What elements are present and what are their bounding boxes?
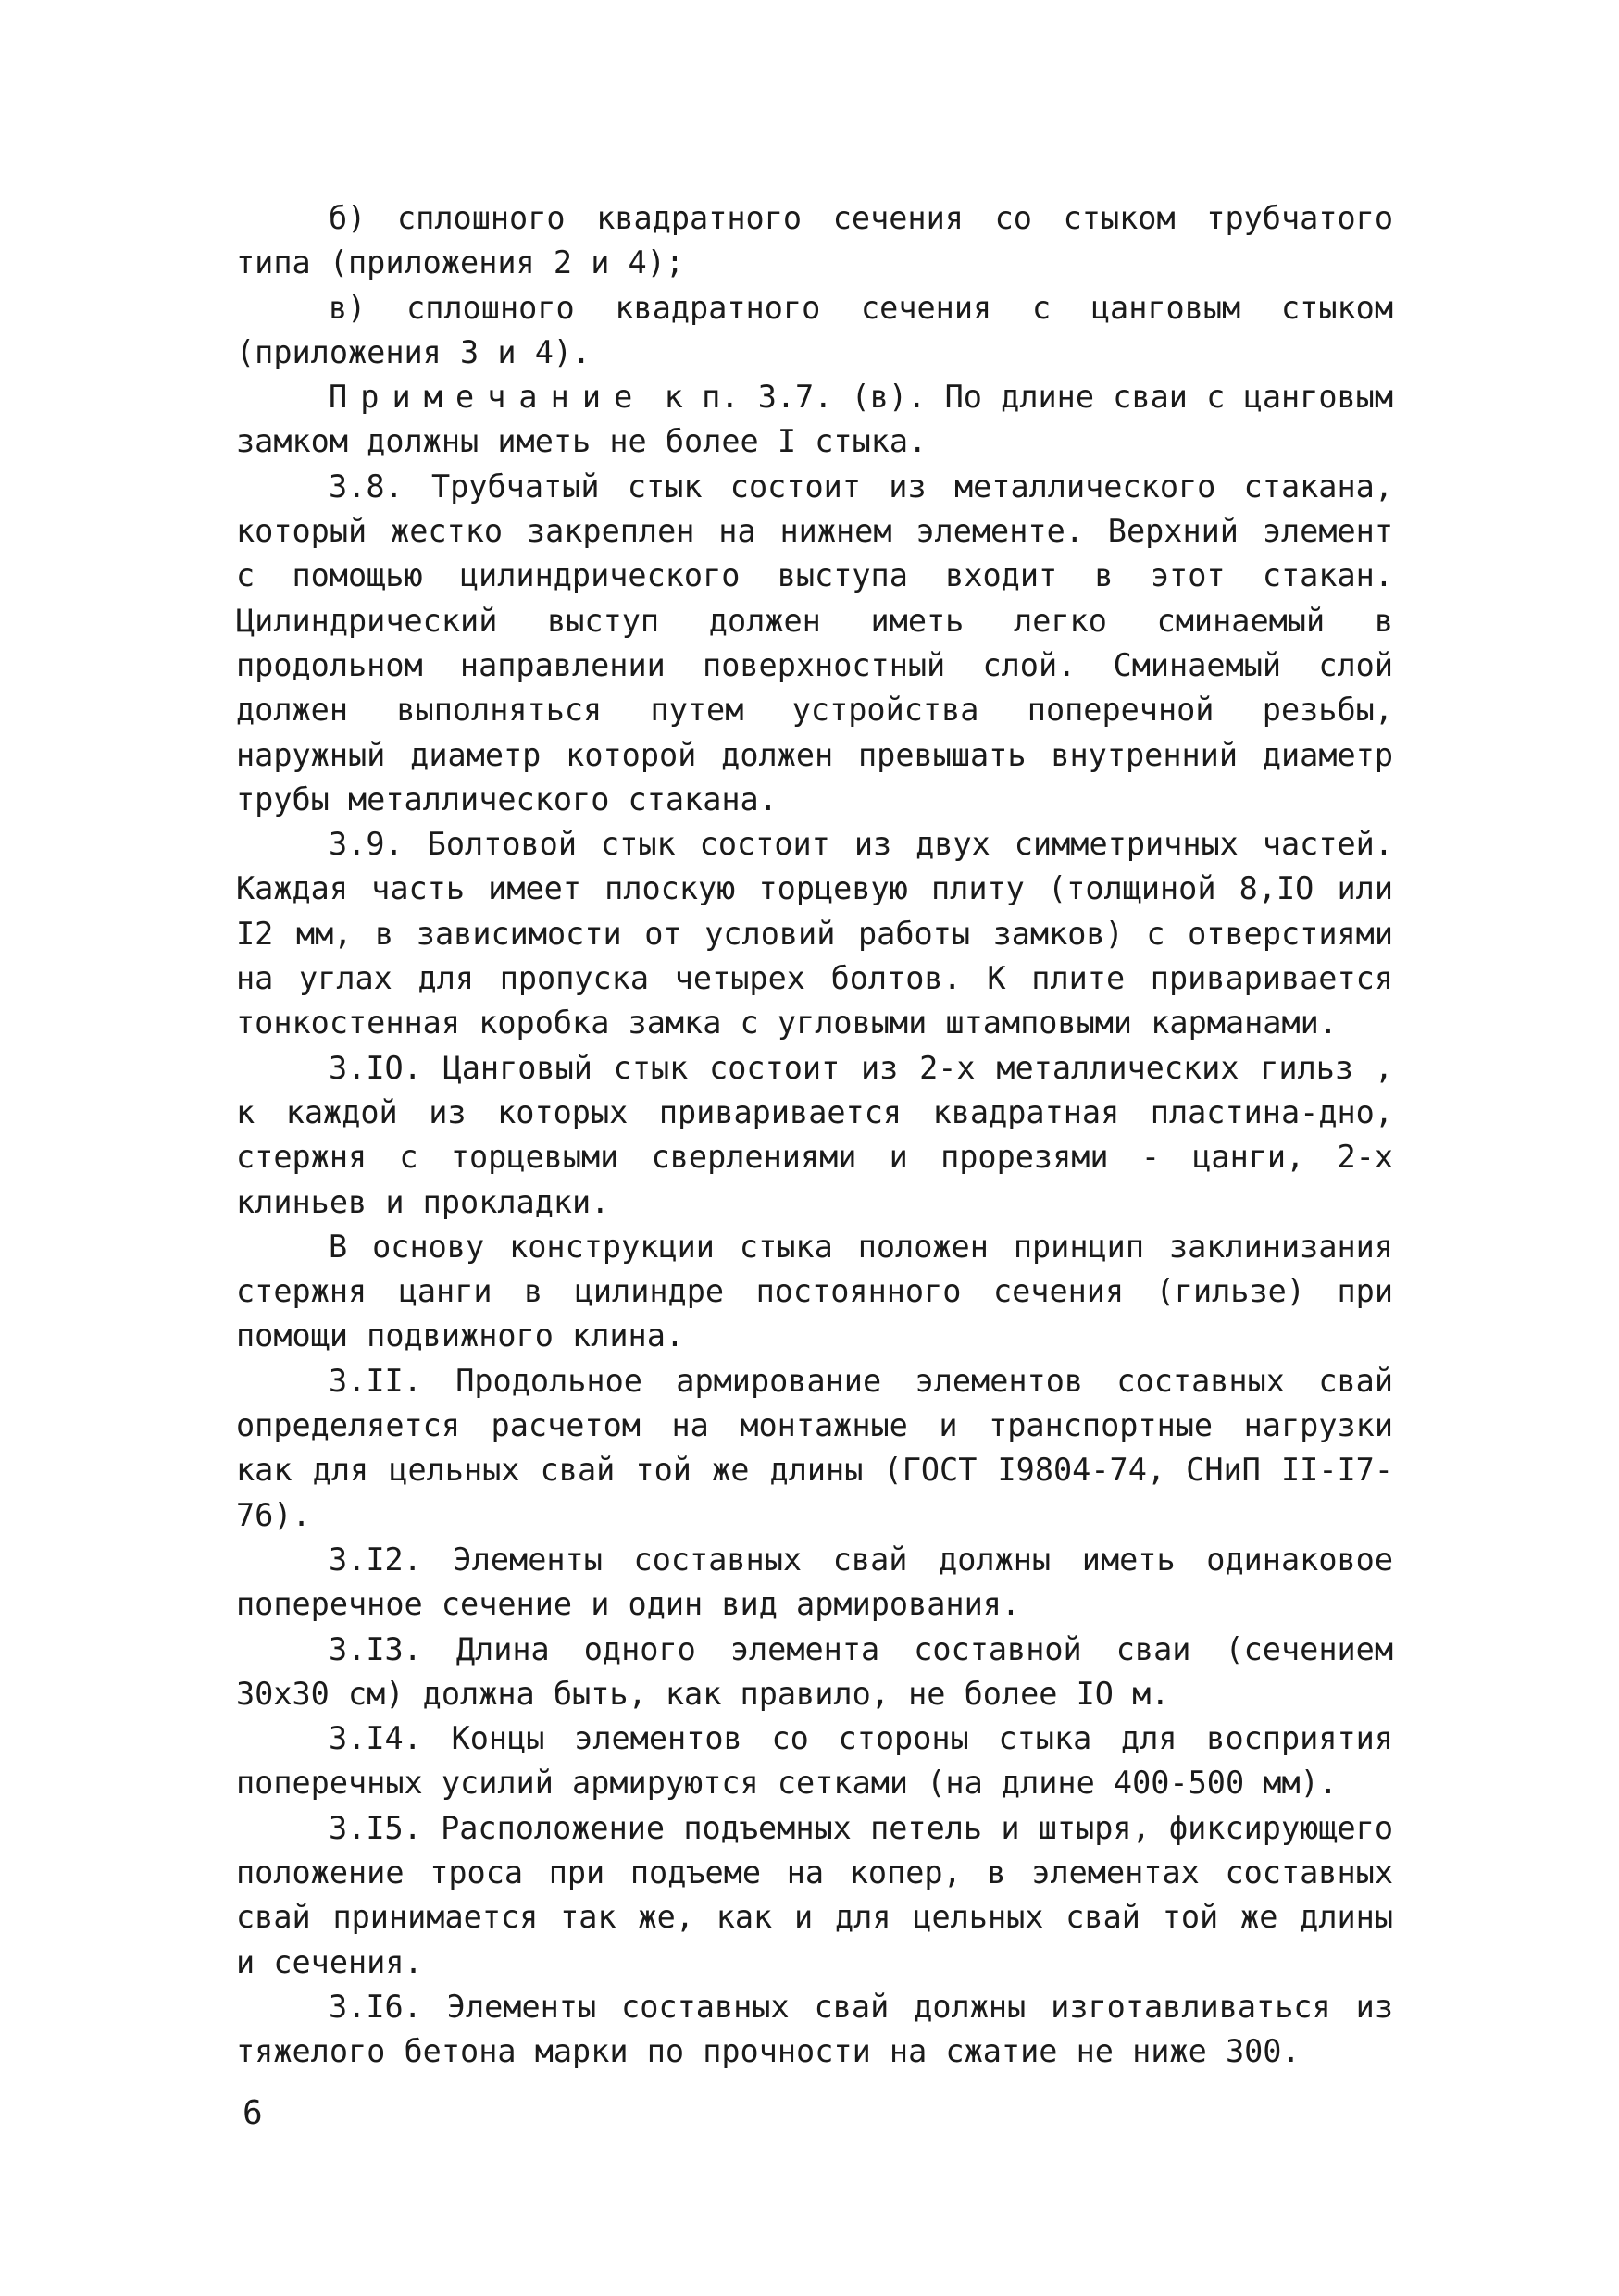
paragraph-3-12: 3.I2. Элементы составных свай должны иметь одинаковое поперечное сечение и один вид армирования.	[236, 1541, 1393, 1623]
document-body	[236, 196, 1393, 2074]
paragraph-3-9: 3.9. Болтовой стык состоит из двух симметричных частей. Каждая часть имеет плоскую торцевую плиту (толщиной 8,IO или I2 мм, в зависимости от условий работы замков) с отверстиями на углах для пропуска четырех болтов. К плите приваривается тонкостенная коробка замка с угловыми штамповыми карманами.	[236, 826, 1393, 1042]
note-text: к п. 3.7. (в). По длине сваи с цанговым замком должны иметь не более I стыка.	[236, 379, 1393, 460]
paragraph-3-8: 3.8. Трубчатый стык состоит из металлического стакана, который жестко закреплен на нижнем элементе. Верхний элемент с помощью цилиндрического выступа входит в этот стакан. Цилиндрический выступ должен иметь легко сминаемый в продольном направлении поверхностный слой. Сминаемый слой должен выполняться путем устройства поперечной резьбы, наружный диаметр которой должен превышать внутренний диаметр трубы металлического стакана.	[236, 468, 1393, 817]
paragraph-3-10: 3.IO. Цанговый стык состоит из 2-х металлических гильз , к каждой из которых приваривается квадратная пластина-дно, стержня с торцевыми сверлениями и прорезями - цанги, 2-х клиньев и прокладки.	[236, 1049, 1393, 1220]
paragraph-item-b: б) сплошного квадратного сечения со стыком трубчатого типа (приложения 2 и 4);	[236, 200, 1393, 281]
paragraph-3-16: 3.I6. Элементы составных свай должны изготавливаться из тяжелого бетона марки по прочности на сжатие не ниже 300.	[236, 1988, 1393, 2070]
page-number: 6	[243, 2094, 263, 2132]
paragraph-3-14: 3.I4. Концы элементов со стороны стыка для восприятия поперечных усилий армируются сетками (на длине 400-500 мм).	[236, 1720, 1393, 1802]
paragraph-3-11: 3.II. Продольное армирование элементов составных свай определяется расчетом на монтажные и транспортные нагрузки как для цельных свай той же длины (ГОСТ I9804-74, СНиП II-I7-76).	[236, 1362, 1393, 1533]
paragraph-3-13: 3.I3. Длина одного элемента составной сваи (сечением 30х30 см) должна быть, как правило, не более IO м.	[236, 1630, 1393, 1712]
paragraph-item-v: в) сплошного квадратного сечения с цанговым стыком (приложения 3 и 4).	[236, 289, 1393, 370]
paragraph-3-10-continued: В основу конструкции стыка положен принцип заклинизания стержня цанги в цилиндре постоянного сечения (гильзе) при помощи подвижного клина.	[236, 1228, 1393, 1354]
note-paragraph	[236, 375, 1393, 465]
note-label: Примечание	[329, 379, 646, 416]
paragraph-3-15: 3.I5. Расположение подъемных петель и штыря, фиксирующего положение троса при подъеме на копер, в элементах составных свай принимается так же, как и для цельных свай той же длины и сечения.	[236, 1809, 1393, 1980]
